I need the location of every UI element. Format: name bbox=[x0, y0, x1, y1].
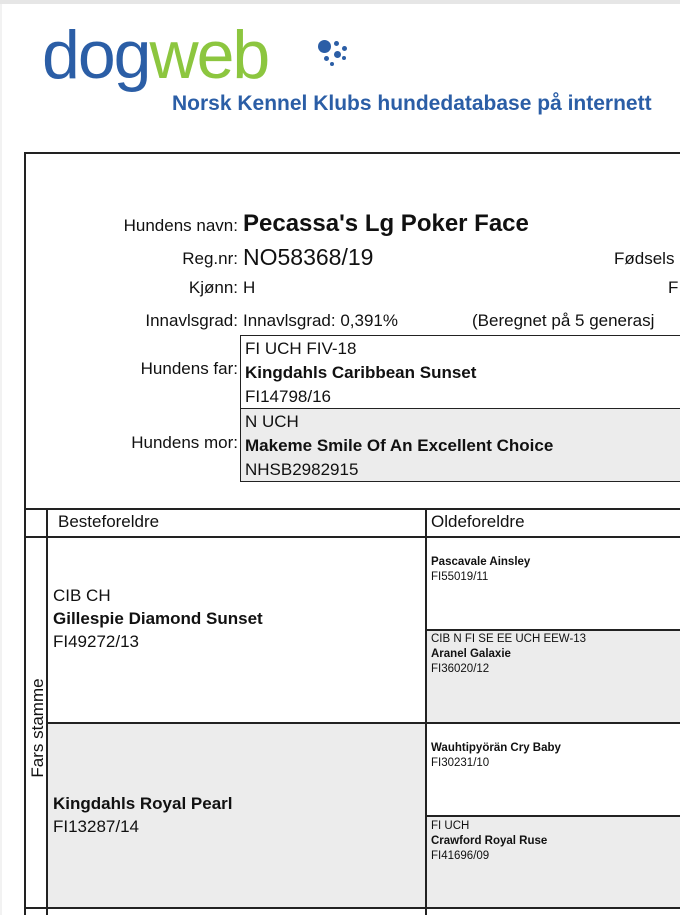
greatgrandparent-titles: CIB N FI SE EE UCH EEW-13 bbox=[431, 633, 587, 645]
grid-line bbox=[24, 508, 680, 510]
mother-reg: NHSB2982915 bbox=[245, 460, 359, 479]
mother-name[interactable]: Makeme Smile Of An Excellent Choice bbox=[245, 436, 554, 455]
grandparent-name[interactable]: Kingdahls Royal Pearl bbox=[53, 794, 233, 813]
father-box[interactable] bbox=[240, 335, 680, 409]
mother-label: Hundens mor: bbox=[131, 433, 238, 452]
reg-label: Reg.nr: bbox=[182, 249, 238, 268]
grandparent-name[interactable]: Gillespie Diamond Sunset bbox=[53, 609, 263, 628]
greatgrandparent-reg: FI30231/10 bbox=[431, 757, 490, 769]
father-label: Hundens far: bbox=[140, 359, 238, 378]
greatgrandparent-name[interactable]: Aranel Galaxie bbox=[431, 648, 511, 660]
mother-titles: N UCH bbox=[245, 412, 299, 431]
dog-name: Pecassa's Lg Poker Face bbox=[243, 210, 529, 237]
greatgrandparent-1[interactable] bbox=[431, 555, 530, 585]
inbreeding-note: (Beregnet på 5 generasj bbox=[472, 311, 655, 330]
logo-wordmark: dogweb bbox=[42, 17, 269, 93]
birth-label: Fødsels bbox=[614, 249, 675, 268]
greatgrandparent-name[interactable]: Pascavale Ainsley bbox=[431, 556, 531, 568]
father-reg: FI14798/16 bbox=[245, 387, 332, 406]
grandparent-2[interactable] bbox=[53, 792, 233, 838]
inbreeding-label: Innavlsgrad: bbox=[145, 311, 238, 330]
greatgrandparent-4[interactable] bbox=[431, 819, 547, 864]
grandparent-titles: CIB CH bbox=[53, 586, 111, 605]
color-label: F bbox=[668, 278, 679, 297]
greatgrandparent-reg: FI41696/09 bbox=[431, 850, 490, 862]
greatgrandparent-reg: FI55019/11 bbox=[431, 571, 489, 583]
greatgrandparent-reg: FI36020/12 bbox=[431, 663, 490, 675]
greatgrandparent-2[interactable] bbox=[431, 632, 586, 677]
col-header-greatgrandparents: Oldeforeldre bbox=[431, 512, 525, 531]
mother-box[interactable] bbox=[240, 408, 680, 482]
side-label: Fars stamme bbox=[28, 678, 47, 778]
greatgrandparent-name[interactable]: Crawford Royal Ruse bbox=[431, 835, 548, 847]
sex-label: Kjønn: bbox=[188, 278, 238, 297]
name-label: Hundens navn: bbox=[123, 216, 238, 235]
col-header-grandparents: Besteforeldre bbox=[58, 512, 160, 531]
reg-number: NO58368/19 bbox=[243, 244, 374, 270]
father-name[interactable]: Kingdahls Caribbean Sunset bbox=[245, 363, 477, 382]
logo-tagline: Norsk Kennel Klubs hundedatabase på internett bbox=[172, 92, 652, 115]
greatgrandparent-name[interactable]: Wauhtipyörän Cry Baby bbox=[431, 742, 561, 754]
grandparent-1[interactable] bbox=[53, 584, 263, 653]
greatgrandparent-titles: FI UCH bbox=[431, 820, 470, 832]
sex-value: H bbox=[243, 278, 256, 297]
grid-line bbox=[24, 907, 680, 909]
logo-dots-icon bbox=[318, 40, 358, 70]
father-titles: FI UCH FIV-18 bbox=[245, 339, 357, 358]
grandparent-reg: FI49272/13 bbox=[53, 632, 140, 651]
inbreeding-value: Innavlsgrad: 0,391% bbox=[243, 311, 398, 330]
grid-line bbox=[24, 536, 680, 538]
greatgrandparent-3[interactable] bbox=[431, 741, 561, 771]
grandparent-reg: FI13287/14 bbox=[53, 817, 140, 836]
